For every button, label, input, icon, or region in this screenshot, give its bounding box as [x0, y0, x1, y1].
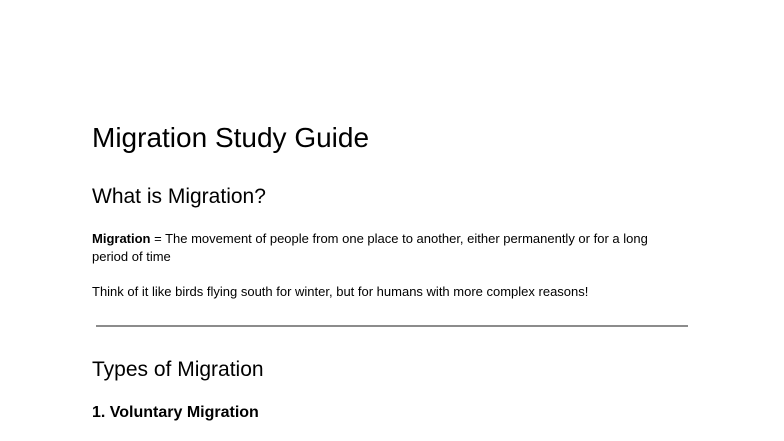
document-title: Migration Study Guide: [92, 122, 370, 153]
subheading-voluntary-migration: 1. Voluntary Migration: [92, 404, 259, 421]
section-heading-types-of-migration: Types of Migration: [92, 358, 264, 381]
horizontal-divider: [96, 325, 688, 327]
definition-term: Migration: [92, 231, 151, 246]
definition-paragraph: [92, 230, 682, 266]
analogy-paragraph: Think of it like birds flying south for winter, but for humans with more complex reasons!: [92, 284, 589, 299]
section-heading-what-is-migration: What is Migration?: [92, 185, 266, 208]
definition-text: = The movement of people from one place to another, either permanently or for a long period of time: [92, 231, 648, 264]
